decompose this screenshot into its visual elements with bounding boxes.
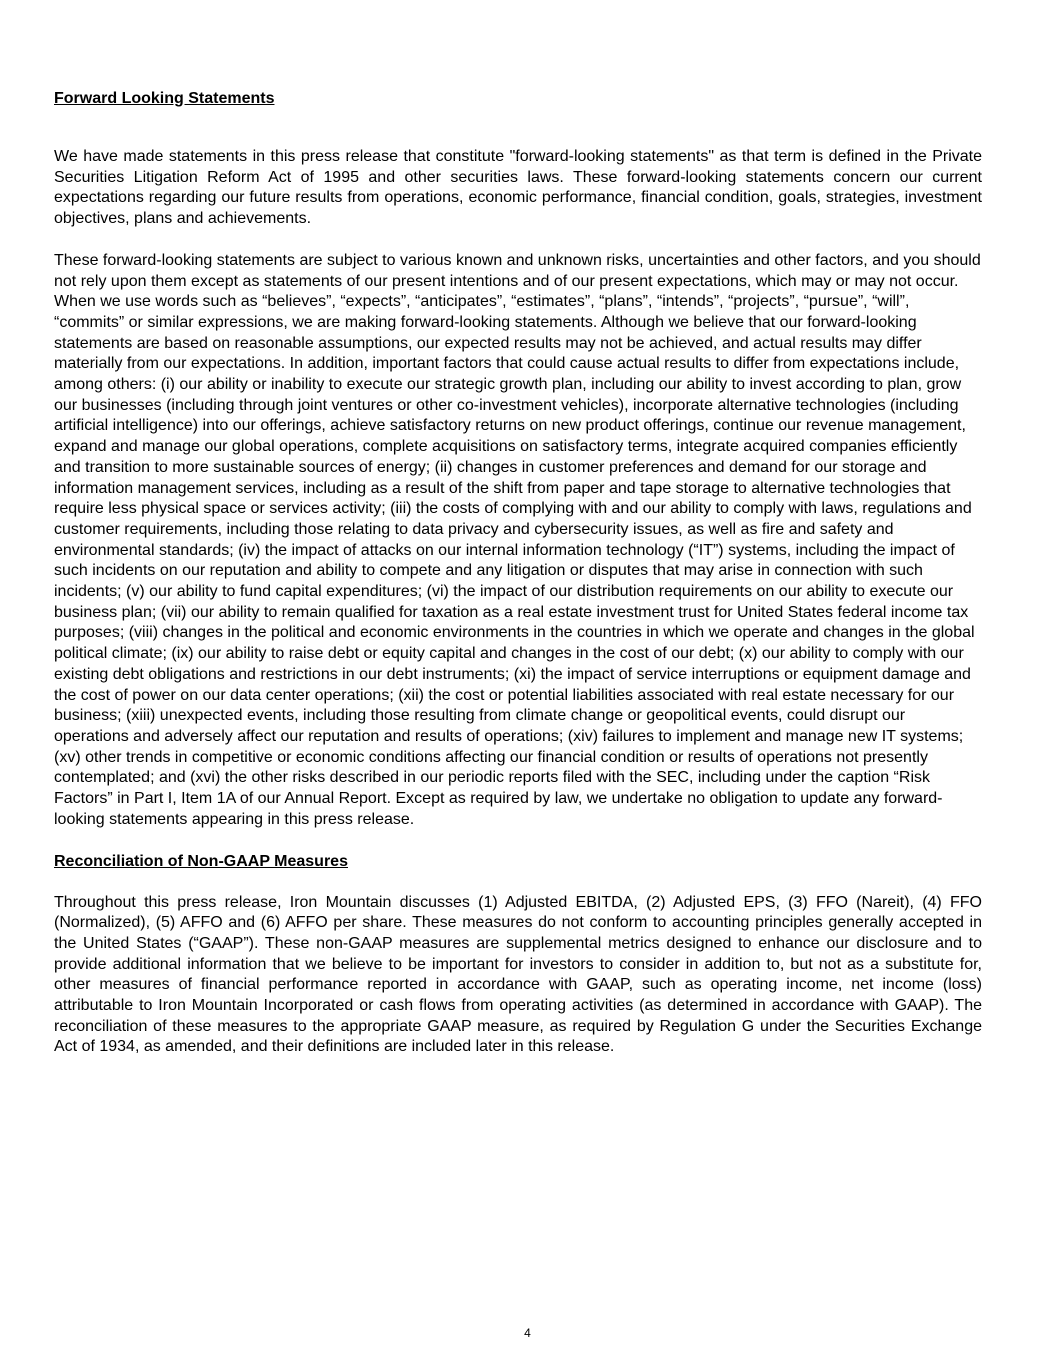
- section-heading-forward-looking-statements: Forward Looking Statements: [54, 90, 275, 107]
- document-page: [54, 89, 982, 1058]
- paragraph-forward-looking-intro: We have made statements in this press release that constitute "forward-looking statements" as that term is defined in the Private Securities Litigation Reform Act of 1995 and other securities laws. These forward-looking statements concern our current expectations regarding our future results from operations, economic performance, financial condition, goals, strategies, investment objectives, plans and achievements.: [54, 148, 982, 228]
- section-heading-reconciliation-non-gaap: Reconciliation of Non-GAAP Measures: [54, 852, 348, 870]
- paragraph-non-gaap-measures: Throughout this press release, Iron Mountain discusses (1) Adjusted EBITDA, (2) Adjusted EPS, (3) FFO (Nareit), (4) FFO (Normalized), (5) AFFO and (6) AFFO per share. These measures do not conform to accounting principles generally accepted in the United States (“GAAP”). These non-GAAP measures are supplemental metrics designed to enhance our disclosure and to provide additional information that we believe to be important for investors to consider in addition to, but not as a substitute for, other measures of financial performance reported in accordance with GAAP, such as operating income, net income (loss) attributable to Iron Mountain Incorporated or cash flows from operating activities (as determined in accordance with GAAP). The reconciliation of these measures to the appropriate GAAP measure, as required by Regulation G under the Securities Exchange Act of 1934, as amended, and their definitions are included later in this release.: [54, 893, 982, 1056]
- page-number: 4: [524, 1326, 531, 1340]
- paragraph-forward-looking-risks: These forward-looking statements are subject to various known and unknown risks, uncertainties and other factors, and you should not rely upon them except as statements of our present intentions and of our present expectations, which may or may not occur. When we use words such as “believes”, “expects”, “anticipates”, “estimates”, “plans”, “intends”, “projects”, “pursue”, “will”, “commits” or similar expressions, we are making forward-looking statements. Although we believe that our forward-looking statements are based on reasonable assumptions, our expected results may not be achieved, and actual results may differ materially from our expectations. In addition, important factors that could cause actual results to differ from expectations include, among others: (i) our ability or inability to execute our strategic growth plan, including our ability to invest according to plan, grow our businesses (including through joint ventures or other co-investment vehicles), incorporate alternative technologies (including artificial intelligence) into our offerings, achieve satisfactory returns on new product offerings, continue our revenue management, expand and manage our global operations, complete acquisitions on satisfactory terms, integrate acquired companies efficiently and transition to more sustainable sources of energy; (ii) changes in customer preferences and demand for our storage and information management services, including as a result of the shift from paper and tape storage to alternative technologies that require less physical space or services activity; (iii) the costs of complying with and our ability to comply with laws, regulations and customer requirements, including those relating to data privacy and cybersecurity issues, as well as fire and safety and environmental standards; (iv) the impact of attacks on our internal information technology (“IT”) systems, including the impact of such incidents on our reputation and ability to compete and any litigation or disputes that may arise in connection with such incidents; (v) our ability to fund capital expenditures; (vi) the impact of our distribution requirements on our ability to execute our business plan; (vii) our ability to remain qualified for taxation as a real estate investment trust for United States federal income tax purposes; (viii) changes in the political and economic environments in the countries in which we operate and changes in the global political climate; (ix) our ability to raise debt or equity capital and changes in the cost of our debt; (x) our ability to comply with our existing debt obligations and restrictions in our debt instruments; (xi) the impact of service interruptions or equipment damage and the cost of power on our data center operations; (xii) the cost or potential liabilities associated with real estate necessary for our business; (xiii) unexpected events, including those resulting from climate change or geopolitical events, could disrupt our operations and adversely affect our reputation and results of operations; (xiv) failures to implement and manage new IT systems; (xv) other trends in competitive or economic conditions affecting our financial condition or results of operations not presently contemplated; and (xvi) the other risks described in our periodic reports filed with the SEC, including under the caption “Risk Factors” in Part I, Item 1A of our Annual Report. Except as required by law, we undertake no obligation to update any forward-looking statements appearing in this press release.: [54, 251, 981, 828]
